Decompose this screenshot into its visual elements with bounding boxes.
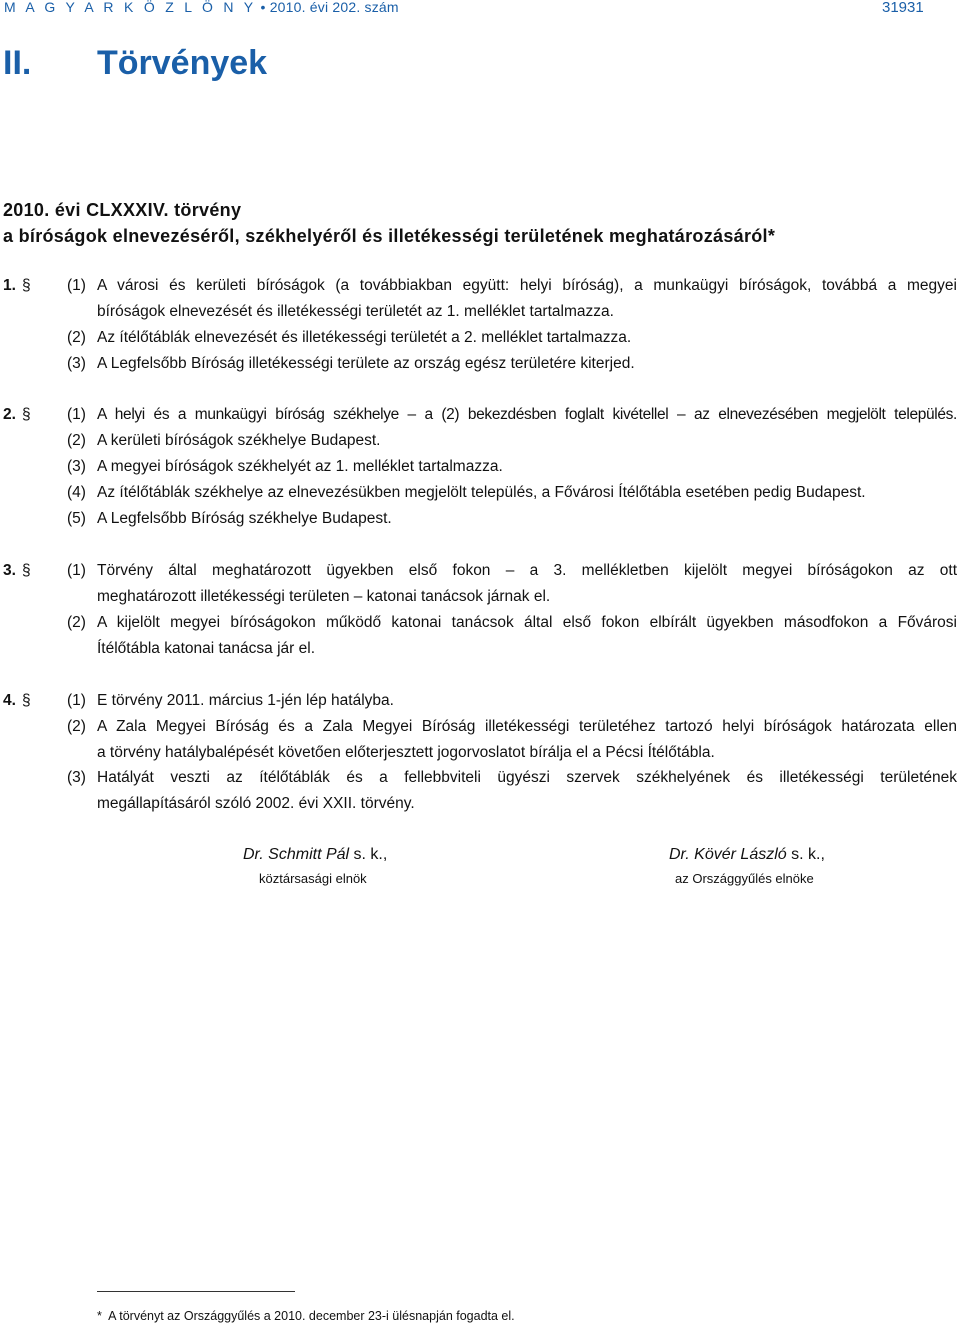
- paragraph-text: A Legfelsőbb Bíróság illetékességi területe az ország egész területére kiterjed.: [97, 355, 635, 372]
- paragraph-text: a törvény hatálybalépését követően előterjesztett jogorvoslatot bírálja el a Pécsi Ítélőtábla.: [97, 744, 715, 761]
- paragraph-text: A kijelölt megyei bíróságokon működő katonai tanácsok által első fokon elbírált ügyekben másodfokon a Fővárosi: [97, 614, 957, 631]
- paragraph-text: Ítélőtábla katonai tanácsa jár el.: [97, 640, 315, 657]
- section-sign: §: [22, 406, 31, 423]
- signature-name: [669, 846, 825, 864]
- signatory-title: köztársasági elnök: [259, 871, 367, 886]
- signature-suffix: s. k.,: [349, 846, 388, 863]
- paragraph-text: meghatározott illetékességi területen – katonai tanácsok járnak el.: [97, 588, 551, 605]
- section-label: 1.: [3, 277, 16, 294]
- running-header: [4, 0, 399, 15]
- signatory-name: Dr. Schmitt Pál: [243, 846, 350, 863]
- paragraph-number: (3): [67, 458, 86, 475]
- paragraph-text: A Zala Megyei Bíróság és a Zala Megyei Bíróság illetékességi területéhez tartozó helyi bíróságok határozata ellen: [97, 718, 957, 735]
- page-number: 31931: [882, 0, 924, 16]
- section-sign: §: [22, 562, 31, 579]
- paragraph-number: (2): [67, 432, 86, 449]
- paragraph-text: Hatályát veszti az ítélőtáblák és a fellebbviteli ügyészi szervek székhelyének és illetékességi területének: [97, 769, 957, 786]
- footnote-divider: [97, 1291, 295, 1292]
- paragraph-number: (2): [67, 329, 86, 346]
- paragraph-number: (4): [67, 484, 86, 501]
- section-label: 3.: [3, 562, 16, 579]
- section-sign: §: [22, 692, 31, 709]
- paragraph-number: (1): [67, 692, 86, 709]
- signatory-name: Dr. Kövér László: [669, 846, 787, 863]
- paragraph-text: bíróságok elnevezését és illetékességi területét az 1. melléklet tartalmazza.: [97, 303, 614, 320]
- paragraph-text: A helyi és a munkaügyi bíróság székhelye – a (2) bekezdésben foglalt kivétellel – az elnevezésében megjelölt település.: [97, 406, 957, 423]
- journal-name: M A G Y A R K Ö Z L Ö N Y: [4, 0, 257, 15]
- paragraph-text: Törvény által meghatározott ügyekben első fokon – a 3. mellékletben kijelölt megyei bíróságokon az ott: [97, 562, 957, 579]
- paragraph-number: (2): [67, 718, 86, 735]
- paragraph-text: megállapításáról szóló 2002. évi XXII. törvény.: [97, 795, 415, 812]
- paragraph-text: A Legfelsőbb Bíróság székhelye Budapest.: [97, 510, 392, 527]
- signature-name: [243, 846, 387, 864]
- paragraph-text: E törvény 2011. március 1-jén lép hatályba.: [97, 692, 394, 709]
- section-label: 4.: [3, 692, 16, 709]
- paragraph-number: (1): [67, 562, 86, 579]
- law-subject: a bíróságok elnevezéséről, székhelyéről és illetékességi területének meghatározásáról*: [3, 226, 776, 246]
- paragraph-number: (1): [67, 277, 86, 294]
- law-number: 2010. évi CLXXXIV. törvény: [3, 200, 242, 220]
- paragraph-text: A kerületi bíróságok székhelye Budapest.: [97, 432, 381, 449]
- paragraph-text: A megyei bíróságok székhelyét az 1. melléklet tartalmazza.: [97, 458, 503, 475]
- issue-label: 2010. évi 202. szám: [269, 0, 399, 15]
- paragraph-number: (1): [67, 406, 86, 423]
- paragraph-text: A városi és kerületi bíróságok (a továbbiakban együtt: helyi bíróság), a munkaügyi bíróságok, továbbá a megyei: [97, 277, 957, 294]
- paragraph-number: (5): [67, 510, 86, 527]
- chapter-title: Törvények: [97, 44, 268, 82]
- bullet-separator: •: [260, 0, 266, 15]
- paragraph-number: (2): [67, 614, 86, 631]
- section-sign: §: [22, 277, 31, 294]
- signatory-title: az Országgyűlés elnöke: [675, 871, 814, 886]
- section-label: 2.: [3, 406, 16, 423]
- paragraph-text: Az ítélőtáblák székhelye az elnevezésükben megjelölt település, a Fővárosi Ítélőtábla esetében pedig Budapest.: [97, 484, 866, 501]
- chapter-number: II.: [3, 44, 32, 82]
- paragraph-number: (3): [67, 355, 86, 372]
- footnote: * A törvényt az Országgyűlés a 2010. december 23-i ülésnapján fogadta el.: [97, 1309, 515, 1323]
- signature-suffix: s. k.,: [786, 846, 825, 863]
- paragraph-text: Az ítélőtáblák elnevezését és illetékességi területét a 2. melléklet tartalmazza.: [97, 329, 632, 346]
- paragraph-number: (3): [67, 769, 86, 786]
